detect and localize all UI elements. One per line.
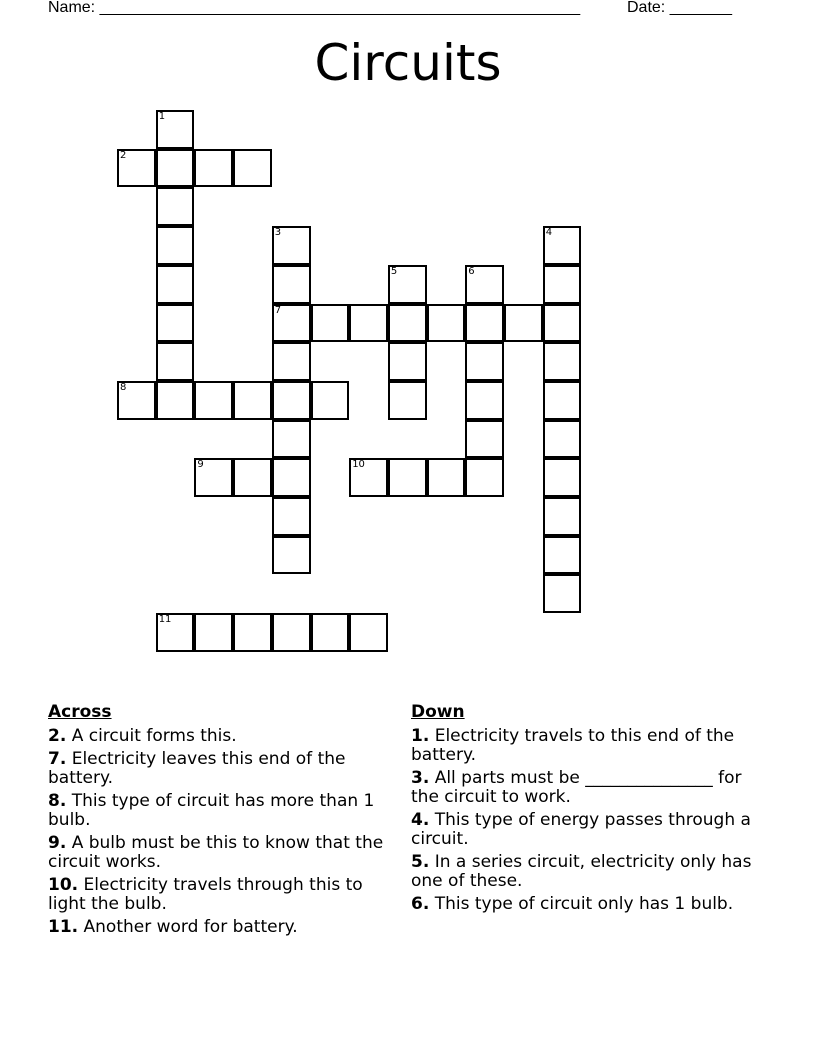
grid-cell[interactable] [311, 381, 350, 420]
grid-cell[interactable] [272, 497, 311, 536]
grid-cell[interactable] [465, 342, 504, 381]
cell-number: 3 [274, 227, 282, 239]
name-field[interactable]: Name: ______________________________________________________ [48, 0, 581, 16]
grid-cell[interactable] [504, 304, 543, 343]
clue-number: 11. [48, 917, 79, 937]
across-clue [48, 918, 388, 937]
grid-cell[interactable] [272, 536, 311, 575]
grid-cell[interactable] [388, 342, 427, 381]
grid-cell[interactable] [156, 110, 195, 149]
down-heading: Down [411, 702, 465, 722]
grid-cell[interactable] [194, 381, 233, 420]
clue-text: Electricity travels through this to light the bulb. [48, 875, 363, 914]
grid-cell[interactable] [233, 458, 272, 497]
across-heading: Across [48, 702, 112, 722]
clue-text: In a series circuit, electricity only has one of these. [411, 852, 752, 891]
across-clue [48, 876, 388, 914]
clue-text: This type of energy passes through a circuit. [411, 810, 751, 849]
grid-cell[interactable] [465, 381, 504, 420]
clue-text: Electricity leaves this end of the battery. [48, 749, 346, 788]
grid-cell[interactable] [233, 613, 272, 652]
grid-cell[interactable] [194, 458, 233, 497]
grid-cell[interactable] [156, 304, 195, 343]
grid-cell[interactable] [543, 574, 582, 613]
clue-text: Electricity travels to this end of the battery. [411, 726, 735, 765]
grid-cell[interactable] [349, 458, 388, 497]
grid-cell[interactable] [349, 304, 388, 343]
clue-text: A circuit forms this. [66, 726, 237, 746]
grid-cell[interactable] [156, 613, 195, 652]
date-field[interactable]: Date: _______ [627, 0, 732, 16]
clue-number: 8. [48, 791, 67, 811]
grid-cell[interactable] [465, 458, 504, 497]
grid-cell[interactable] [543, 265, 582, 304]
grid-cell[interactable] [388, 304, 427, 343]
grid-cell[interactable] [388, 381, 427, 420]
grid-cell[interactable] [272, 381, 311, 420]
grid-cell[interactable] [156, 265, 195, 304]
grid-cell[interactable] [156, 187, 195, 226]
grid-cell[interactable] [427, 304, 466, 343]
clue-number: 3. [411, 768, 430, 788]
grid-cell[interactable] [272, 458, 311, 497]
grid-cell[interactable] [272, 613, 311, 652]
grid-cell[interactable] [272, 304, 311, 343]
grid-cell[interactable] [194, 613, 233, 652]
clue-number: 1. [411, 726, 430, 746]
clue-number: 2. [48, 726, 67, 746]
grid-cell[interactable] [543, 342, 582, 381]
grid-cell[interactable] [272, 226, 311, 265]
clue-number: 9. [48, 833, 67, 853]
grid-cell[interactable] [194, 149, 233, 188]
clue-text: Another word for battery. [78, 917, 298, 937]
down-clue [411, 769, 756, 807]
grid-cell[interactable] [465, 420, 504, 459]
grid-cell[interactable] [311, 304, 350, 343]
clue-text: A bulb must be this to know that the circuit works. [48, 833, 384, 872]
grid-cell[interactable] [465, 265, 504, 304]
clue-number: 5. [411, 852, 430, 872]
cell-number: 7 [274, 304, 282, 316]
grid-cell[interactable] [543, 226, 582, 265]
clue-number: 4. [411, 810, 430, 830]
grid-cell[interactable] [543, 497, 582, 536]
cell-number: 11 [158, 614, 172, 626]
down-clue [411, 853, 756, 891]
down-clue [411, 811, 756, 849]
grid-cell[interactable] [156, 149, 195, 188]
grid-cell[interactable] [117, 149, 156, 188]
grid-cell[interactable] [543, 381, 582, 420]
grid-cell[interactable] [156, 226, 195, 265]
clue-text: This type of circuit only has 1 bulb. [429, 894, 734, 914]
cell-number: 5 [390, 265, 398, 277]
cell-number: 9 [197, 459, 204, 471]
grid-cell[interactable] [349, 613, 388, 652]
grid-cell[interactable] [543, 536, 582, 575]
grid-cell[interactable] [543, 304, 582, 343]
clue-number: 6. [411, 894, 430, 914]
cell-number: 2 [120, 149, 127, 161]
grid-cell[interactable] [272, 420, 311, 459]
clue-text: This type of circuit has more than 1 bulb. [48, 791, 375, 830]
across-clues [48, 702, 388, 941]
cell-number: 4 [545, 227, 553, 239]
cell-number: 10 [352, 459, 365, 471]
page-title: Circuits [314, 34, 502, 92]
grid-cell[interactable] [543, 420, 582, 459]
clue-number: 7. [48, 749, 67, 769]
grid-cell[interactable] [427, 458, 466, 497]
across-clue [48, 727, 388, 746]
grid-cell[interactable] [233, 381, 272, 420]
clue-number: 10. [48, 875, 79, 895]
across-clue [48, 834, 388, 872]
cell-number: 6 [468, 265, 475, 277]
down-clues [411, 702, 756, 918]
grid-cell[interactable] [156, 342, 195, 381]
across-clue [48, 750, 388, 788]
grid-cell[interactable] [272, 342, 311, 381]
across-clue [48, 792, 388, 830]
grid-cell[interactable] [233, 149, 272, 188]
down-clue [411, 727, 756, 765]
cell-number: 1 [158, 111, 166, 122]
grid-cell[interactable] [156, 381, 195, 420]
cell-number: 8 [120, 381, 127, 393]
grid-cell[interactable] [388, 265, 427, 304]
grid-cell[interactable] [311, 613, 350, 652]
grid-cell[interactable] [272, 265, 311, 304]
grid-cell[interactable] [465, 304, 504, 343]
grid-cell[interactable] [543, 458, 582, 497]
grid-cell[interactable] [117, 381, 156, 420]
down-clue [411, 895, 756, 914]
clue-text: All parts must be _______________ for the circuit to work. [411, 768, 742, 807]
grid-cell[interactable] [388, 458, 427, 497]
